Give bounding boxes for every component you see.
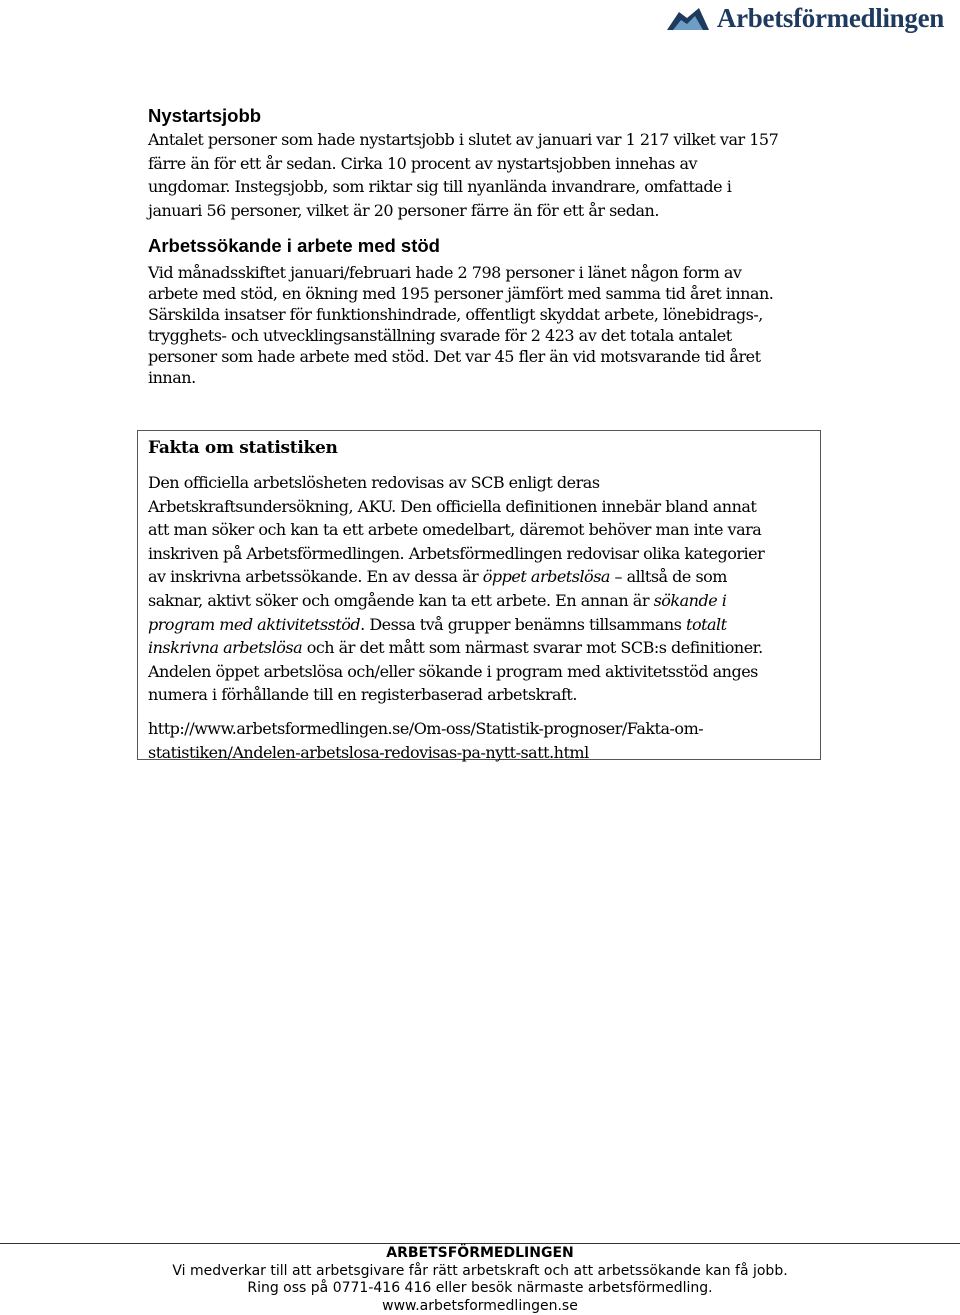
- fact-box-paragraph: [148, 471, 810, 707]
- footer-divider: [0, 1243, 960, 1244]
- url-line-2[interactable]: statistiken/Andelen-arbetslosa-redovisas-pa-nytt-satt.html: [148, 742, 589, 762]
- logo-text: Arbetsförmedlingen: [716, 3, 944, 33]
- fact-line-7: [148, 613, 810, 637]
- fact-box: [137, 430, 821, 760]
- footer-website-link[interactable]: www.arbetsformedlingen.se: [382, 1297, 578, 1314]
- fact-line-8: [148, 636, 810, 660]
- stod-line-6: innan.: [148, 368, 196, 387]
- fact-emphasis: totalt: [686, 614, 727, 634]
- fact-line-3: att man söker och kan ta ett arbete omedelbart, däremot behöver man inte vara: [148, 520, 762, 540]
- fact-text: – alltså de som: [609, 567, 727, 587]
- footer-org-name: ARBETSFÖRMEDLINGEN: [386, 1245, 574, 1261]
- fact-line-5: [148, 565, 810, 589]
- fact-emphasis: program med aktivitetsstöd: [148, 614, 361, 634]
- fact-line-1: Den officiella arbetslösheten redovisas av SCB enligt deras: [148, 473, 600, 492]
- main-content: [148, 104, 828, 388]
- header-logo: [665, 3, 944, 34]
- footer-contact: Ring oss på 0771-416 416 eller besök närmaste arbetsförmedling.: [247, 1280, 713, 1296]
- stod-line-5: personer som hade arbete med stöd. Det var 45 fler än vid motsvarande tid året: [148, 347, 761, 366]
- stod-line-4: trygghets- och utvecklingsanställning svarade för 2 423 av det totala antalet: [148, 326, 732, 345]
- fact-emphasis: inskrivna arbetslösa: [148, 638, 303, 658]
- nystartsjobb-line-2: färre än för ett år sedan. Cirka 10 procent av nystartsjobben innehas av: [148, 153, 698, 173]
- stod-line-1: Vid månadsskiftet januari/februari hade 2 798 personer i länet någon form av: [148, 263, 742, 282]
- nystartsjobb-line-1: Antalet personer som hade nystartsjobb i slutet av januari var 1 217 vilket var 157: [148, 130, 779, 149]
- fact-emphasis: sökande i: [653, 590, 727, 610]
- section-heading-nystartsjobb: Nystartsjobb: [148, 105, 262, 126]
- section-heading-arbete-med-stod: Arbetssökande i arbete med stöd: [148, 235, 440, 256]
- stod-line-2: arbete med stöd, en ökning med 195 personer jämfört med samma tid året innan.: [148, 284, 774, 303]
- fact-box-heading: Fakta om statistiken: [148, 438, 338, 458]
- fact-text: . Dessa två grupper benämns tillsammans: [360, 614, 687, 634]
- fact-line-10: numera i förhållande till en registerbaserad arbetskraft.: [148, 685, 577, 705]
- stod-line-3: Särskilda insatser för funktionshindrade, offentligt skyddat arbete, lönebidrags-,: [148, 305, 763, 324]
- fact-line-4: inskriven på Arbetsförmedlingen. Arbetsförmedlingen redovisar olika kategorier: [148, 543, 765, 563]
- arbetsformedlingen-logo-icon: [665, 6, 711, 32]
- fact-line-6: [148, 589, 810, 613]
- fact-line-9: Andelen öppet arbetslösa och/eller sökande i program med aktivitetsstöd anges: [148, 661, 758, 681]
- fact-emphasis: öppet arbetslösa: [482, 567, 610, 587]
- fact-line-2: Arbetskraftsundersökning, AKU. Den officiella definitionen innebär bland annat: [148, 496, 757, 516]
- nystartsjobb-line-3: ungdomar. Instegsjobb, som riktar sig till nyanlända invandrare, omfattade i: [148, 177, 732, 196]
- fact-box-url[interactable]: [148, 717, 810, 764]
- fact-text: saknar, aktivt söker och omgående kan ta ett arbete. En annan är: [148, 590, 654, 610]
- fact-text: och är det mått som närmast svarar mot SCB:s definitioner.: [302, 638, 763, 658]
- footer-tagline: Vi medverkar till att arbetsgivare får rätt arbetskraft och att arbetssökande kan få jobb.: [172, 1262, 788, 1279]
- fact-text: av inskrivna arbetssökande. En av dessa är: [148, 567, 483, 587]
- footer: [0, 1245, 960, 1315]
- url-line-1[interactable]: http://www.arbetsformedlingen.se/Om-oss/Statistik-prognoser/Fakta-om-: [148, 718, 704, 738]
- nystartsjobb-line-4: januari 56 personer, vilket är 20 personer färre än för ett år sedan.: [148, 200, 659, 220]
- section-arbete-med-stod: [148, 234, 828, 388]
- section-nystartsjobb: [148, 104, 828, 222]
